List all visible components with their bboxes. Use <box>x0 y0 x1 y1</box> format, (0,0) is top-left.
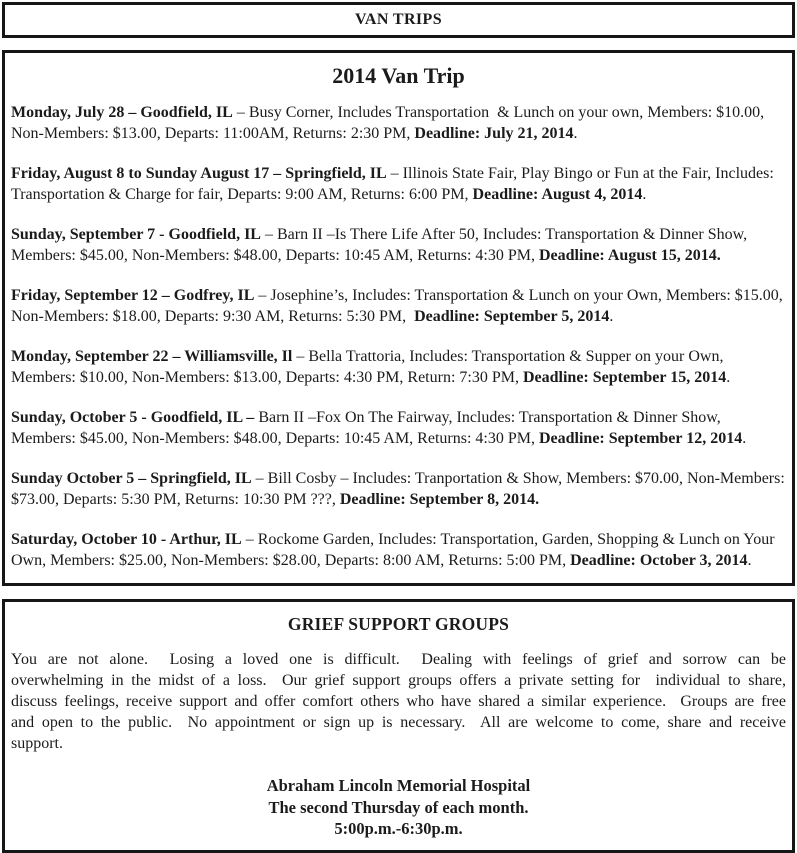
grief-section-title: GRIEF SUPPORT GROUPS <box>287 614 510 634</box>
trip-entry <box>11 286 786 327</box>
trip-deadline: Deadline: July 21, 2014 <box>414 124 574 142</box>
trip-entry <box>11 530 786 571</box>
trip-deadline: Deadline: September 8, 2014. <box>339 490 540 508</box>
trip-details: – Illinois State Fair, Play Bingo or Fun at the Fair, Includes: Transportation & Charge for fair, Departs: 9:00 AM, Returns: 6:00 PM, <box>11 165 778 203</box>
trip-period: . <box>609 307 614 325</box>
trip-date-location: Monday, September 22 – Williamsville, Il <box>11 348 293 365</box>
grief-meeting-day: The second Thursday of each month. <box>268 797 529 817</box>
trip-period: . <box>726 368 731 386</box>
trip-details: Barn II –Fox On The Fairway, Includes: Transportation & Dinner Show, Members: $45.00, Non-Members: $48.00, Departs: 10:45 AM, Returns: 4:30 PM, <box>11 409 725 447</box>
trip-period: . <box>642 185 647 203</box>
trip-date-location: Friday, September 12 – Godfrey, IL <box>11 287 255 304</box>
trip-entry <box>11 408 786 449</box>
trip-entry <box>11 103 786 144</box>
trip-details: – Busy Corner, Includes Transportation & Lunch on your own, Members: $10.00, Non-Members: $13.00, Departs: 11:00AM, Returns: 2:30 PM, <box>11 104 769 142</box>
trip-date-location: Friday, August 8 to Sunday August 17 – Springfield, IL <box>11 165 387 182</box>
trip-entry <box>11 347 786 388</box>
trip-details: – Josephine’s, Includes: Transportation & Lunch on your Own, Members: $15.00, Non-Members: $18.00, Departs: 9:30 AM, Returns: 5:30 PM, <box>11 287 787 325</box>
trip-date-location: Monday, July 28 – Goodfield, IL <box>11 104 233 121</box>
trip-period: . <box>747 551 752 569</box>
grief-support-box <box>2 599 795 853</box>
trip-period: . <box>742 429 747 447</box>
trip-deadline: Deadline: September 5, 2014 <box>414 307 610 325</box>
trip-deadline: Deadline: August 4, 2014 <box>472 185 643 203</box>
trip-date-location: Sunday, September 7 - Goodfield, IL <box>11 226 261 243</box>
van-trips-section-title: 2014 Van Trip <box>332 63 465 88</box>
trip-period: . <box>573 124 578 142</box>
grief-description: You are not alone. Losing a loved one is difficult. Dealing with feelings of grief and sorrow can be overwhelming in the midst of a loss. Our grief support groups offers a private setting for individual to share, discuss feelings, receive support and offer comfort others who have shared a similar experience. Groups are free and open to the public. No appointment or sign up is necessary. All are welcome to come, share and receive support. <box>11 651 792 752</box>
trip-deadline: Deadline: September 15, 2014 <box>522 368 727 386</box>
trip-date-location: Sunday October 5 – Springfield, IL <box>11 470 252 487</box>
grief-meeting-time: 5:00p.m.-6:30p.m. <box>334 819 463 838</box>
trip-deadline: Deadline: August 15, 2014. <box>538 246 721 264</box>
trip-details: – Bill Cosby – Includes: Tranportation & Show, Members: $70.00, Non-Members: $73.00, Departs: 5:30 PM, Returns: 10:30 PM ???, <box>11 470 789 508</box>
trip-deadline: Deadline: October 3, 2014 <box>570 551 748 569</box>
trip-details: – Barn II –Is There Life After 50, Includes: Transportation & Dinner Show, Members: $45.00, Non-Members: $48.00, Departs: 10:45 AM, Returns: 4:30 PM, <box>11 226 752 264</box>
grief-meeting-info <box>11 775 786 840</box>
trip-date-location: Sunday, October 5 - Goodfield, IL – <box>11 409 255 426</box>
grief-meeting-location: Abraham Lincoln Memorial Hospital <box>266 776 531 795</box>
van-trips-header-box <box>2 2 795 38</box>
van-trips-box <box>2 50 795 586</box>
trip-deadline: Deadline: September 12, 2014 <box>538 429 743 447</box>
trip-entry <box>11 469 789 510</box>
trip-date-location: Saturday, October 10 - Arthur, IL <box>11 531 242 548</box>
trip-entry <box>11 164 786 205</box>
page-title: VAN TRIPS <box>354 11 443 28</box>
trip-entry <box>11 225 786 266</box>
trip-details: – Rockome Garden, Includes: Transportation, Garden, Shopping & Lunch on Your Own, Members: $25.00, Non-Members: $28.00, Departs: 8:00 AM, Returns: 5:00 PM, <box>11 531 779 569</box>
trip-details: – Bella Trattoria, Includes: Transportation & Supper on your Own, Members: $10.00, Non-Members: $13.00, Departs: 4:30 PM, Return: 7:30 PM, <box>11 348 728 386</box>
